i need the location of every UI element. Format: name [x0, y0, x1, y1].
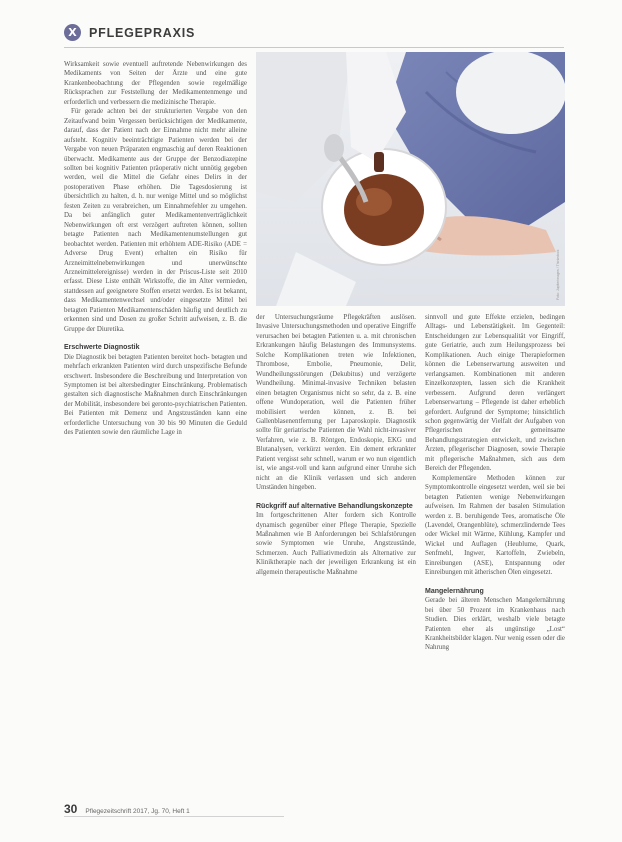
paragraph: Gerade bei älteren Menschen Mangelernährung bei über 50 Prozent im Krankenhaus nach Studien. Dies erklärt, weshalb viele betagte Patienten eher als ungünstige „Lost“ Krankheitsbilder klagen. Nur wenig essen oder die Nahrung: [425, 597, 565, 652]
text-column-3: [425, 313, 565, 653]
patient-feeding-illustration: [256, 52, 565, 306]
paragraph: sinnvoll und gute Effekte erzielen, bedingen Alltags- und Lebenstätigkeit. Im Gegenteil: Entscheidungen zur Lebensqualität vor Eingriff, gute Geriatrie, auch zum Heilungsprozess bei Komplikationen. Auch einige Therapieformen können die Lebenserwartung ausweiten und verlangsamen. Kombinationen mit anderen Einzelkonzepten, lassen sich die Krankheit verbessern. Aufgrund deren verlängert Lebenserwartung – Pflegende ist daher erheblich gefordert. Aufgrund der Symptome; hinsichtlich schon gegenwärtig der Vielfalt der Aufgaben von Pflegerischen der gemeinsame Behandlungsstrategien entwickelt, und zwischen Ärzten, pflegerischer Diagnosen, sowie Therapie mit pflegerische Maßnahmen, sich aus dem Bereich der Pflegenden.: [425, 314, 565, 473]
subheading-mangelernaehrung: Mangelernährung: [425, 587, 484, 595]
page-footer: [64, 802, 190, 816]
article-photo: [256, 52, 565, 306]
text-column-1: [64, 60, 247, 438]
paragraph: der Untersuchungsräume Pflegekräften auslösen. Invasive Untersuchungsmethoden und operative Eingriffe verursachen bei betagten Patienten u. a. mit chronischen Erkrankungen häufig Belastungen des Immunsystems. Solche Komplikationen treten wie Infektionen, Thrombose, Embolie, Pneumonie, Delir, Wundheilungsstörungen (Dekubitus) und verzögerte Wundheilung. Minimal-invasive Techniken belasten einen betagten Organismus nicht so sehr, da z. B. eine offene Wundoperation, weil die Patienten früher mobilisiert werden können, z. B. bei Gallenblasenentfernung per Laparoskopie. Diagnostik sollte für geriatrische Patienten die Wahl nicht-invasiver Verfahren, wie z. B. Röntgen, Endoskopie, EKG und Blutanalysen, verkürzt werden. Ein dement erkrankter Patient vergisst sehr schnell, warum er wo nun eigentlich ist, wie angst-voll und kann aufgrund einer Unruhe sich nicht an die Klinik verlassen und sich anderen Umständen hingeben.: [256, 314, 416, 492]
paragraph: Für gerade achten bei der strukturierten Vergabe von den Zeitaufwand beim Vergessen berücksichtigen der Medikamente, darauf, dass der Patient nach der Einnahme nicht mehr alleine aufsteht. Kognitiv beeinträchtigte Patienten werden bei der Vergabe von neuen Präparaten engmaschig auf deren Reaktionen überwacht. Medikamente aus der Gruppe der Benzodiazepine sollten bei kognitiv Patienten präoperativ nicht unnötig gegeben werden, weil die Mittel die Gefahr eines Delirs in der postoperativen Phase erhöhen. Die Tagesdosierung ist übersichtlich zu halten, d. h. nur wenige Mittel und so möglichst festen Zeiten zu verabreichen, um Einnahmefehler zu umgehen. Da bei anfänglich guter Medikamentenverträglichkeit Nebenwirkungen oft erst verzögert auftreten können, sollten betagte Patienten nach Medikamentenumstellungen gut beobachtet werden. Patienten mit erhöhtem ADE-Risiko (ADE = Adverse Drug Event) erhalten ein Risiko für Arzneimittelnebenwirkungen und unerwünschte Arzneimittelereignisse) werden in der Priscus-Liste seit 2010 erfasst. Diese Liste enthält Wirkstoffe, die im Alter vermieden, stattdessen auf geeignetere Stoffen ersetzt werden. Es ist bekannt, dass Medikamentenwechsel und/oder eingesetzte Mittel bei betagten Patienten Medikamentenschäden häufig und deutlich zu erkennen sind und Dosen zu großer Schritt aufweisen, z. B. die Gruppe der Diuretika.: [64, 108, 247, 333]
section-title: PFLEGEPRAXIS: [89, 25, 196, 40]
paragraph: Die Diagnostik bei betagten Patienten bereitet hoch- betagten und mehrfach erkrankten Patienten wird durch unspezifische Befunde erschwert. Insbesondere die Beschreibung und Interpretation von Symptomen ist bei altersbedingter Einschränkung. Problematisch gestalten sich diagnostische Maßnahmen durch Einschränkungen der Mobilität, insbesondere bei geronto-psychiatrischen Patienten. Bei Patienten mit Demenz und Angstzuständen kann eine erforderliche Untersuchung von 30 bis 90 Minuten die Geduld des Patienten sowie den räumliche Lage in: [64, 353, 247, 437]
paragraph: Im fortgeschrittenen Alter fordern sich Kontrolle dynamisch gegenüber einer Pflege Therapie, Spezielle Maßnahmen wie B Anforderungen bei Schlafstörungen sowie Symptomen wie Unruhe, Angstzustände, Schmerzen. Auch Palliativmedizin als Alternative zur Kliniktherapie nach der jeweiligen Erkrankung ist ein allgemein therapeutische Maßnahme: [256, 512, 416, 576]
journal-citation: Pflegezeitschrift 2017, Jg. 70, Heft 1: [85, 808, 190, 815]
section-header: [64, 24, 195, 41]
paragraph: Wirksamkeit sowie eventuell auftretende Nebenwirkungen des Medikaments von Seiten der Ärzte und eine gute Krankenbeobachtung der Pflegenden sowie regelmäßige Rücksprachen zur Feststellung der Medikamentenmenge und erforderlich und verbessern die medizinische Therapie.: [64, 61, 247, 106]
page-number: 30: [64, 802, 78, 816]
section-logo-icon: X: [64, 24, 81, 41]
subheading-behandlungskonzepte: Rückgriff auf alternative Behandlungskonzepte: [256, 502, 413, 510]
header-divider: [64, 47, 564, 48]
subheading-diagnostik: Erschwerte Diagnostik: [64, 344, 140, 352]
footer-divider: [64, 816, 284, 817]
paragraph: Komplementäre Methoden können zur Symptomkontrolle eingesetzt werden, weil sie bei betagten Patienten wenige Nebenwirkungen aufweisen. Im Rahmen der basalen Stimulation werden z. B. beruhigende Tees, aromatische Öle (Lavendel, Orangenblüte), schmerzlindernde Tees oder Wickel mit Wärme, Kühlung, Kampfer und Wickel und Auflagen (Heublume, Quark, Senfmehl, Ingwer, Kartoffeln, Zwiebeln, Einreibungen (ASE), Entspannung oder Einreibungen mit ätherischen Ölen eingesetzt.: [425, 474, 565, 577]
photo-credit: Foto: Jupiterimages / Thinkstock: [556, 249, 560, 300]
text-column-2: [256, 313, 416, 577]
